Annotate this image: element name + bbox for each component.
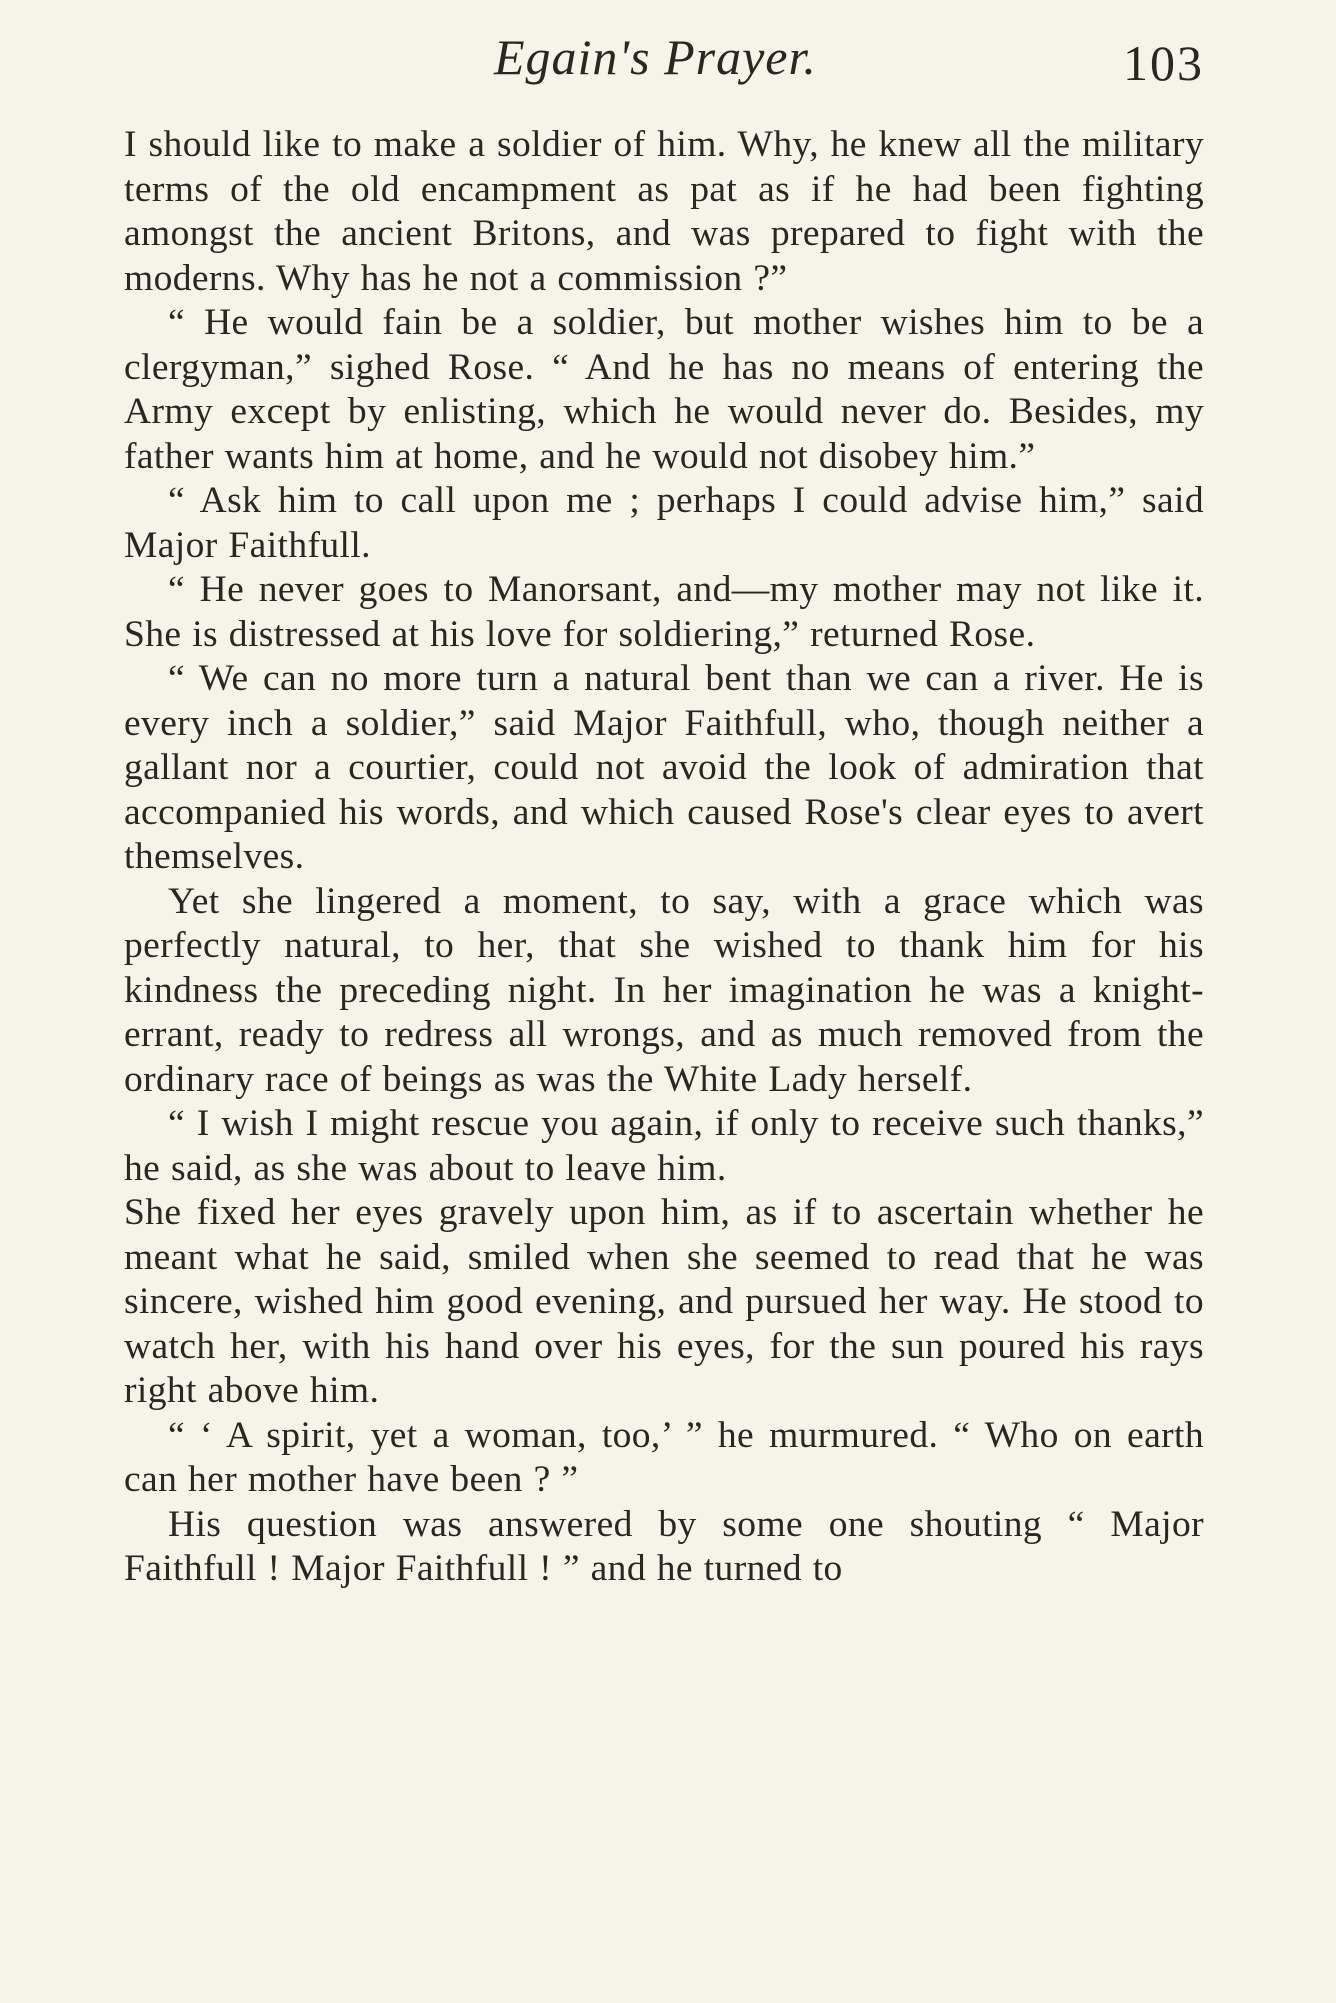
paragraph: “ We can no more turn a natural bent than we can a river. He is every inch a soldier,” said Major Faithfull, who, though neither a gallant nor a courtier, could not avoid the look of admiration that accompanied his words, and which caused Rose's clear eyes to avert themselves. xyxy=(124,658,1204,877)
paragraph: I should like to make a soldier of him. Why, he knew all the military terms of the old encampment as pat as if he had been fighting amongst the ancient Britons, and was prepared to fight with the moderns. Why has he not a commission ?” xyxy=(124,124,1204,299)
page-number: 103 xyxy=(1123,35,1204,91)
paragraph: His question was answered by some one shouting “ Major Faithfull ! Major Faithfull ! ” and he turned to xyxy=(124,1503,1204,1589)
body-text xyxy=(124,123,1204,1592)
paragraph: Yet she lingered a moment, to say, with a grace which was perfectly natural, to her, that she wished to thank him for his kindness the preceding night. In her imagination he was a knight-errant, ready to redress all wrongs, and as much removed from the ordinary race of beings as was the White Lady herself. xyxy=(124,880,1204,1100)
running-title: Egain's Prayer. xyxy=(494,29,817,85)
paragraph: “ He would fain be a soldier, but mother wishes him to be a clergyman,” sighed Rose. “ And he has no means of entering the Army except by enlisting, which he would never do. Besides, my father wants him at home, and he would not disobey him.” xyxy=(124,302,1204,477)
paragraph: She fixed her eyes gravely upon him, as if to ascertain whether he meant what he said, smiled when she seemed to read that he was sincere, wished him good evening, and pursued her way. He stood to watch her, with his hand over his eyes, for the sun poured his rays right above him. xyxy=(124,1192,1204,1411)
running-head xyxy=(124,24,1204,94)
paragraph: “ I wish I might rescue you again, if only to receive such thanks,” he said, as she was about to leave him. xyxy=(124,1103,1204,1189)
paragraph: “ ‘ A spirit, yet a woman, too,’ ” he murmured. “ Who on earth can her mother have been ? ” xyxy=(124,1414,1204,1500)
paragraph: “ He never goes to Manorsant, and—my mother may not like it. She is distressed at his love for soldiering,” returned Rose. xyxy=(124,569,1204,655)
paragraph: “ Ask him to call upon me ; perhaps I could advise him,” said Major Faithfull. xyxy=(124,480,1204,566)
